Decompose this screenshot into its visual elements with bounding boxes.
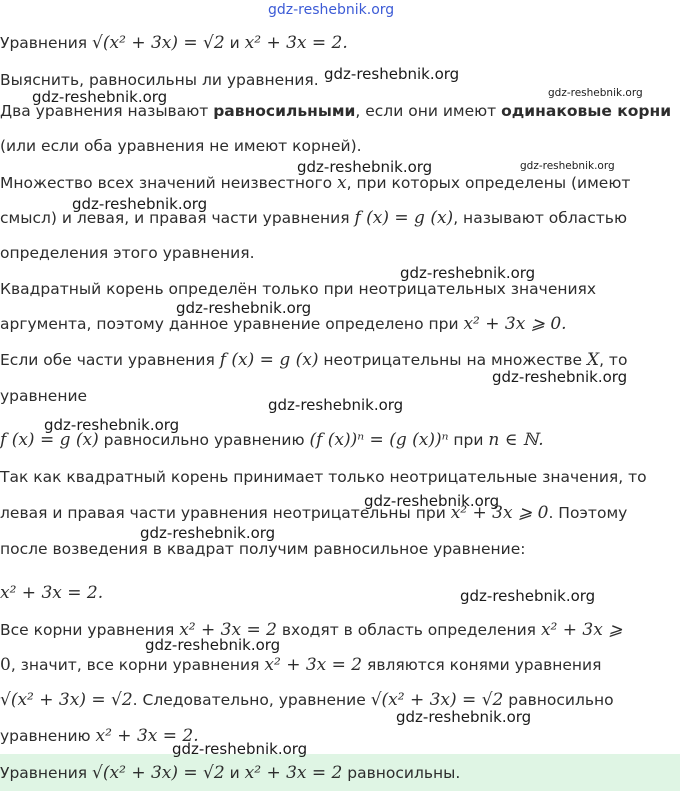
reasoning-line-3: после возведения в квадрат получим равносильное уравнение: bbox=[0, 540, 526, 558]
watermark: gdz-reshebnik.org bbox=[268, 396, 404, 414]
watermark: gdz-reshebnik.org bbox=[172, 740, 308, 758]
definition-line-1: Два уравнения называют равносильными, если они имеют одинаковые корни bbox=[0, 102, 672, 120]
watermark: gdz-reshebnik.org bbox=[460, 587, 596, 605]
problem-statement: Уравнения √(x² + 3x) = √2 и x² + 3x = 2. bbox=[0, 33, 348, 53]
watermark: gdz-reshebnik.org bbox=[176, 299, 312, 317]
theorem-line-1: Если обе части уравнения f (x) = g (x) неотрицательны на множестве X, то bbox=[0, 350, 628, 370]
task-text: Выяснить, равносильны ли уравнения. bbox=[0, 71, 319, 89]
watermark: gdz-reshebnik.org bbox=[140, 524, 276, 542]
conclusion-line-2: 0, значит, все корни уравнения x² + 3x = 2 являются конями уравнения bbox=[0, 655, 602, 675]
watermark: gdz-reshebnik.org bbox=[492, 368, 628, 386]
reasoning-line-2: левая и правая части уравнения неотрицательны при x² + 3x ⩾ 0. Поэтому bbox=[0, 503, 628, 523]
root-line-2: аргумента, поэтому данное уравнение определено при x² + 3x ⩾ 0. bbox=[0, 314, 567, 334]
final-answer: Уравнения √(x² + 3x) = √2 и x² + 3x = 2 равносильны. bbox=[0, 763, 461, 783]
reasoning-line-1: Так как квадратный корень принимает только неотрицательные значения, то bbox=[0, 468, 647, 486]
watermark: gdz-reshebnik.org bbox=[72, 195, 208, 213]
watermark: gdz-reshebnik.org bbox=[32, 88, 168, 106]
domain-line-3: определения этого уравнения. bbox=[0, 244, 255, 262]
watermark: gdz-reshebnik.org bbox=[548, 87, 643, 99]
root-line-1: Квадратный корень определён только при неотрицательных значениях bbox=[0, 280, 597, 298]
domain-line-2: смысл) и левая, и правая части уравнения f (x) = g (x), называют областью bbox=[0, 208, 627, 228]
theorem-line-3: f (x) = g (x) равносильно уравнению (f (x))ⁿ = (g (x))ⁿ при n ∈ ℕ. bbox=[0, 430, 544, 450]
conclusion-line-4: уравнению x² + 3x = 2. bbox=[0, 726, 199, 746]
watermark: gdz-reshebnik.org bbox=[324, 65, 460, 83]
watermark: gdz-reshebnik.org bbox=[297, 158, 433, 176]
watermark: gdz-reshebnik.org bbox=[44, 416, 180, 434]
watermark: gdz-reshebnik.org bbox=[364, 492, 500, 510]
conclusion-line-1: Все корни уравнения x² + 3x = 2 входят в область определения x² + 3x ⩾ bbox=[0, 620, 623, 640]
conclusion-line-3: √(x² + 3x) = √2. Следовательно, уравнение √(x² + 3x) = √2 равносильно bbox=[0, 690, 614, 710]
domain-line-1: Множество всех значений неизвестного x, при которых определены (имеют bbox=[0, 173, 631, 193]
definition-line-2: (или если оба уравнения не имеют корней). bbox=[0, 137, 362, 155]
watermark: gdz-reshebnik.org bbox=[520, 160, 615, 172]
watermark: gdz-reshebnik.org bbox=[396, 708, 532, 726]
theorem-line-2: уравнение bbox=[0, 387, 88, 405]
watermark: gdz-reshebnik.org bbox=[145, 636, 281, 654]
squared-equation: x² + 3x = 2. bbox=[0, 583, 104, 603]
watermark-header: gdz-reshebnik.org bbox=[268, 2, 395, 18]
watermark: gdz-reshebnik.org bbox=[400, 264, 536, 282]
